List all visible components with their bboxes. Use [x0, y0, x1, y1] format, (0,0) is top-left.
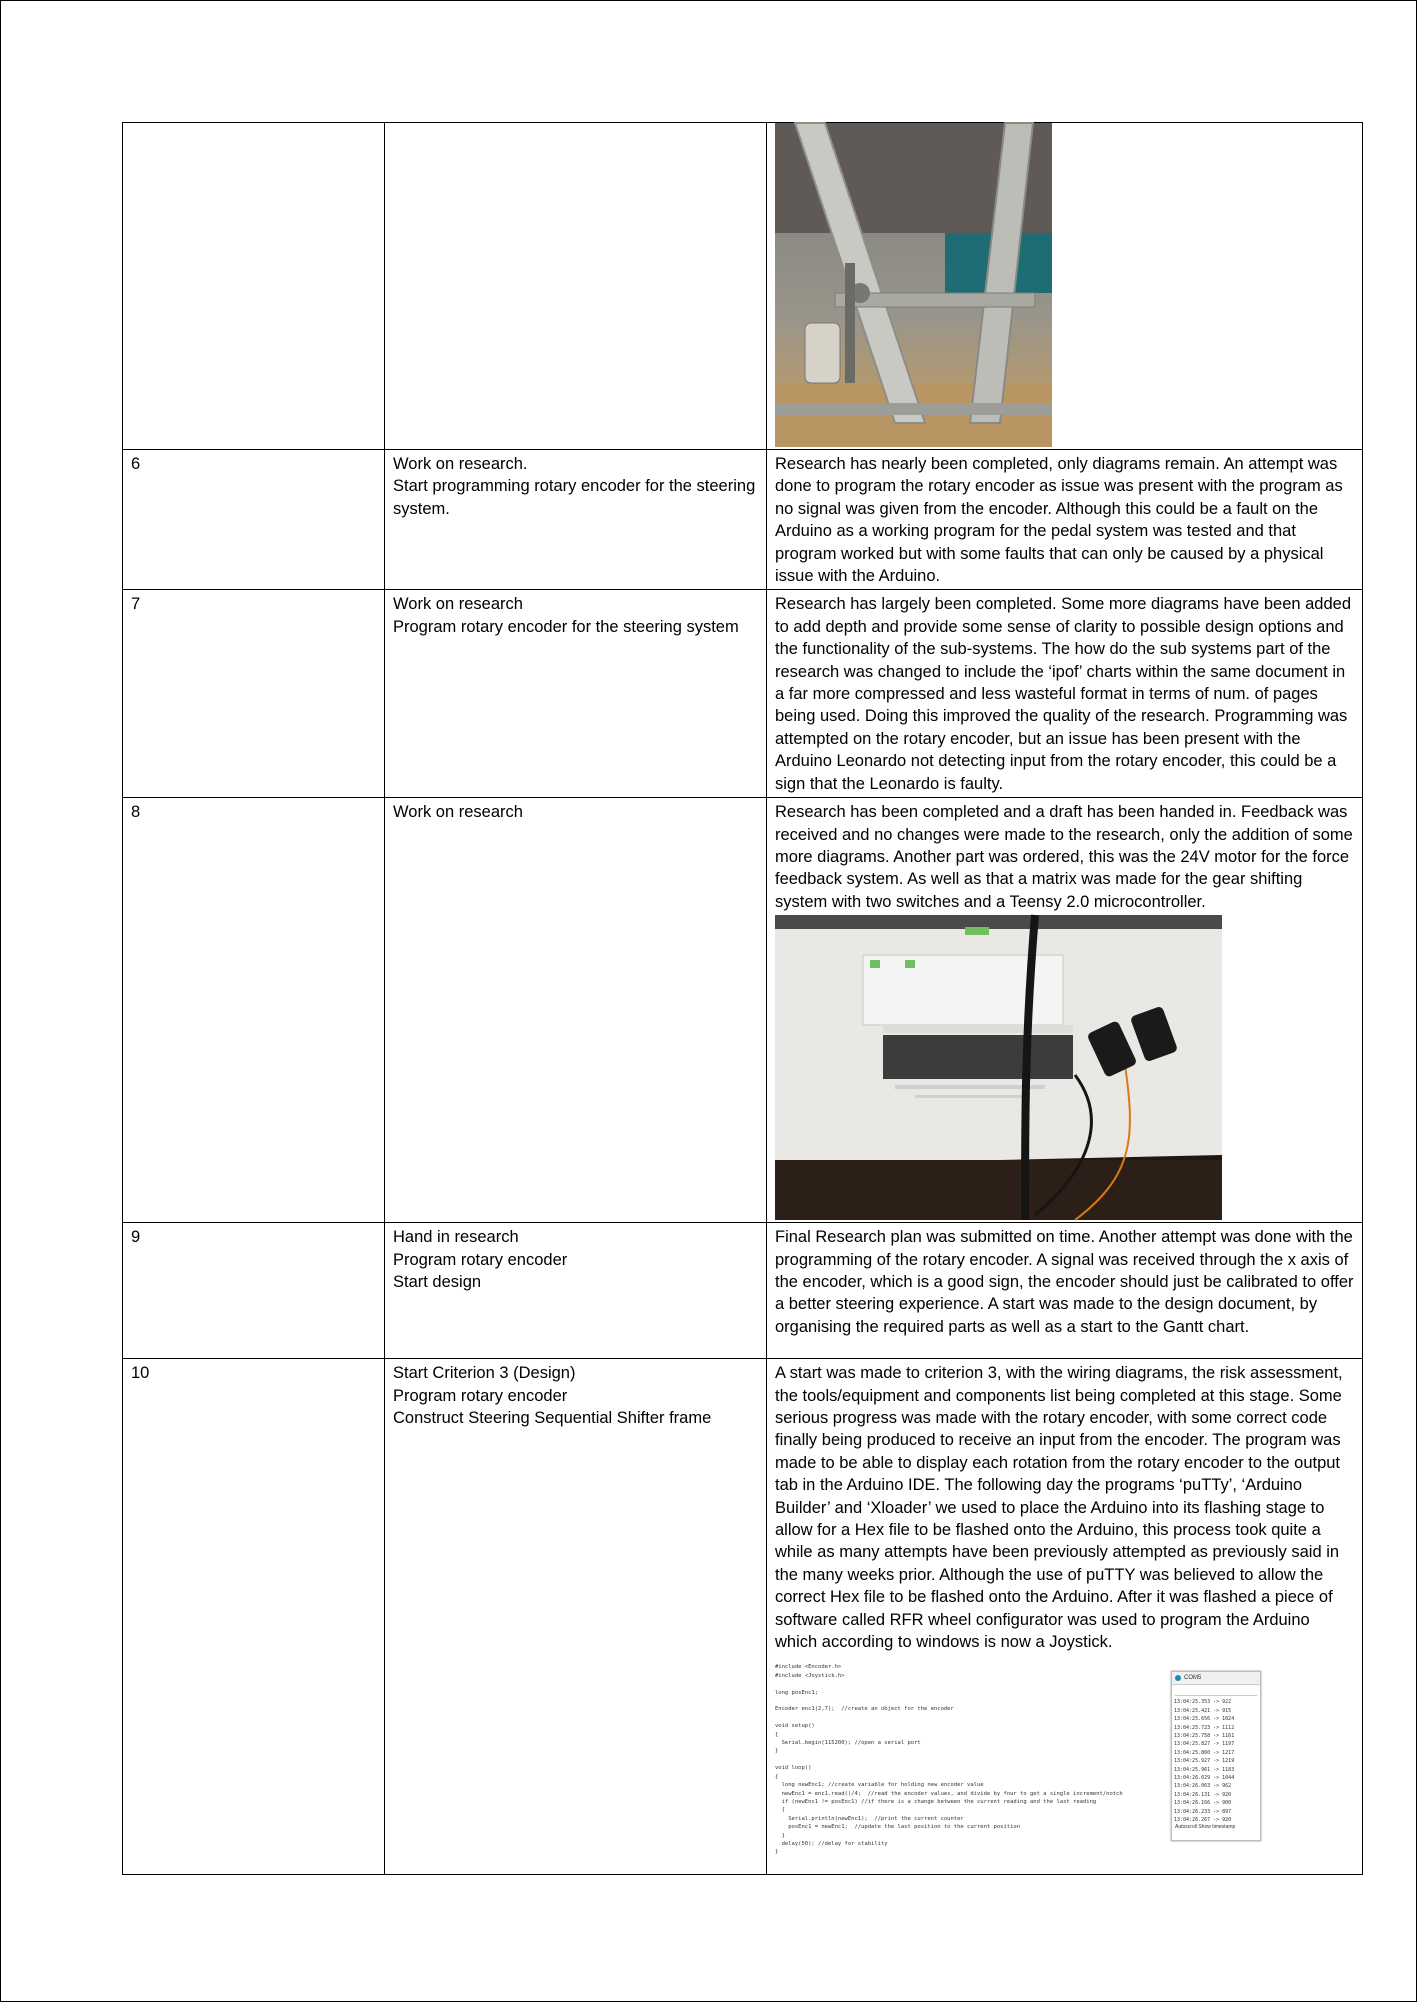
- notes-text: Research has been completed and a draft has been handed in. Feedback was received and no changes were made to the research, only the addition of some more diagrams. Another part was ordered, this was the 24V motor for the force feedback system. As well as that a matrix was made for the gear shifting system with two switches and a Teensy 2.0 microcontroller.: [775, 803, 1353, 911]
- code-line: [775, 1680, 1123, 1688]
- serial-output-line: 13:04:26.233 -> 897: [1174, 1808, 1232, 1815]
- task-item: Start design: [393, 1272, 482, 1291]
- serial-input-field: [1175, 1687, 1257, 1696]
- code-line: Serial.println(newEnc1); //print the current counter: [775, 1815, 964, 1822]
- tasks-cell: [385, 590, 767, 798]
- notes-text: Research has nearly been completed, only diagrams remain. An attempt was done to program the rotary encoder as issue was present with the program as no signal was given from the encoder. Although this could be a fault on the Arduino as a working program for the pedal system was tested and that program worked but with some faults that can only be caused by a physical issue with the Arduino.: [775, 455, 1343, 586]
- weekly-log-table: [122, 122, 1363, 1875]
- arduino-code-screenshot: [775, 1659, 1251, 1856]
- week-cell: 7: [123, 590, 385, 798]
- task-item: Start Criterion 3 (Design): [393, 1364, 576, 1383]
- serial-output-line: 13:04:26.166 -> 900: [1174, 1800, 1232, 1807]
- table-row: [123, 798, 1363, 1223]
- notes-text: Research has largely been completed. Some more diagrams have been added to add depth and provide some sense of clarity to possible design options and the functionality of the sub-systems. The how do the sub systems part of the research was changed to include the ‘ipof’ charts within the same document in a far more compressed and less wasteful format in terms of num. of pages being used. Doing this improved the quality of the research. Programming was attempted on the rotary encoder, but an issue has been present with the Arduino Leonardo not detecting input from the rotary encoder, this could be a sign that the Leonardo is faulty.: [775, 595, 1352, 793]
- week-cell: 9: [123, 1223, 385, 1359]
- task-item: Program rotary encoder: [393, 1386, 568, 1405]
- serial-monitor-title: COM5: [1184, 1675, 1202, 1682]
- task-item: Construct Steering Sequential Shifter frame: [393, 1408, 712, 1427]
- week-cell: [123, 123, 385, 450]
- tasks-cell: [385, 123, 767, 450]
- week-cell: 6: [123, 450, 385, 590]
- notes-cell: [767, 1359, 1363, 1875]
- code-line: }: [775, 1748, 779, 1755]
- serial-output-line: 13:04:25.961 -> 1183: [1174, 1766, 1235, 1773]
- steering-frame-photo: [775, 123, 1052, 447]
- code-line: {: [775, 1773, 779, 1780]
- serial-output-line: 13:04:25.860 -> 1217: [1174, 1749, 1235, 1756]
- notes-cell: [767, 590, 1363, 798]
- serial-output-line: 13:04:26.131 -> 920: [1174, 1791, 1232, 1798]
- tasks-cell: [385, 798, 767, 1223]
- week-cell: 10: [123, 1359, 385, 1875]
- code-listing: [775, 1663, 1123, 1856]
- code-line: [775, 1714, 1123, 1722]
- task-item: Program rotary encoder for the steering system: [393, 617, 739, 636]
- serial-output-line: 13:04:25.827 -> 1197: [1174, 1741, 1235, 1748]
- code-line: if (newEnc1 != posEnc1) //if there is a change between the current reading and the last reading: [775, 1798, 1097, 1805]
- code-line: Serial.begin(115200); //open a serial port: [775, 1740, 921, 1747]
- serial-output-line: 13:04:25.927 -> 1219: [1174, 1758, 1235, 1765]
- serial-output: [1172, 1698, 1260, 1824]
- code-line: void loop(): [775, 1765, 812, 1772]
- notes-cell: [767, 798, 1363, 1223]
- task-item: Work on research: [393, 803, 523, 822]
- task-item: Work on research: [393, 595, 523, 614]
- week-cell: 8: [123, 798, 385, 1223]
- code-line: posEnc1 = newEnc1; //update the last position to the current position: [775, 1824, 1021, 1831]
- serial-output-line: 13:04:25.421 -> 915: [1174, 1707, 1232, 1714]
- code-line: long posEnc1;: [775, 1689, 819, 1696]
- table-row: [123, 450, 1363, 590]
- task-item: Program rotary encoder: [393, 1250, 568, 1269]
- code-line: Encoder enc1(2,7); //create an object for the encoder: [775, 1706, 954, 1713]
- tasks-cell: [385, 450, 767, 590]
- serial-footer: Autoscroll Show timestamp: [1175, 1824, 1236, 1830]
- code-line: newEnc1 = enc1.read()/4; //read the encoder values, and divide by four to get a single increment/notch: [775, 1790, 1123, 1797]
- code-line: {: [775, 1731, 779, 1738]
- code-line: void setup(): [775, 1723, 815, 1730]
- notes-cell: [767, 123, 1363, 450]
- serial-output-line: 13:04:25.758 -> 1161: [1174, 1733, 1235, 1740]
- code-line: [775, 1756, 1123, 1764]
- task-item: Start programming rotary encoder for the steering system.: [393, 477, 756, 518]
- code-line: }: [775, 1832, 785, 1839]
- notes-text: A start was made to criterion 3, with the wiring diagrams, the risk assessment, the tools/equipment and components list being completed at this stage. Some serious progress was made with the rotary encoder, with some correct code finally being produced to receive an input from the encoder. The program was made to be able to display each rotation from the rotary encoder to the output tab in the Arduino IDE. The following day the programs ‘puTTy’, ‘Arduino Builder’ and ‘Xloader’ we used to place the Arduino into its flashing stage to allow for a Hex file to be flashed onto the Arduino, this process took quite a while as many attempts have been previously attempted as previously said in the many weeks prior. Although the use of puTTY was believed to allow the correct Hex file to be flashed onto the Arduino. After it was flashed a piece of software called RFR wheel configurator was used to program the Arduino which according to windows is now a Joystick.: [775, 1364, 1343, 1651]
- serial-output-line: 13:04:26.029 -> 1044: [1174, 1775, 1235, 1782]
- serial-output-line: 13:04:26.267 -> 920: [1174, 1817, 1232, 1824]
- notes-cell: [767, 1223, 1363, 1359]
- task-item: Hand in research: [393, 1228, 519, 1247]
- serial-output-line: 13:04:25.353 -> 922: [1174, 1699, 1232, 1706]
- table-row: [123, 1223, 1363, 1359]
- code-line: }: [775, 1849, 779, 1856]
- code-line: #include <Encoder.h>: [775, 1664, 842, 1671]
- tasks-cell: [385, 1223, 767, 1359]
- table-row: [123, 1359, 1363, 1875]
- serial-output-line: 13:04:25.656 -> 1024: [1174, 1716, 1235, 1723]
- code-line: #include <Joystick.h>: [775, 1672, 845, 1679]
- laptop-teensy-photo: [775, 915, 1222, 1220]
- task-item: Work on research.: [393, 455, 528, 473]
- table-row: [123, 123, 1363, 450]
- table-row: [123, 590, 1363, 798]
- tasks-cell: [385, 1359, 767, 1875]
- serial-output-line: 13:04:26.063 -> 962: [1174, 1783, 1232, 1790]
- code-line: delay(50); //delay for stability: [775, 1840, 888, 1847]
- serial-monitor-titlebar: [1172, 1672, 1260, 1685]
- arduino-icon: [1175, 1675, 1181, 1681]
- code-line: [775, 1697, 1123, 1705]
- code-line: {: [775, 1807, 785, 1814]
- notes-text: Final Research plan was submitted on time. Another attempt was done with the programming of the rotary encoder. A signal was received through the x axis of the encoder, which is a good sign, the encoder should just be calibrated to offer a better steering experience. A start was made to the design document, by organising the required parts as well as a start to the Gantt chart.: [775, 1228, 1354, 1336]
- serial-output-line: 13:04:25.723 -> 1112: [1174, 1724, 1235, 1731]
- notes-cell: [767, 450, 1363, 590]
- code-line: long newEnc1; //create variable for holding new encoder value: [775, 1782, 984, 1789]
- serial-monitor-window: [1171, 1671, 1261, 1841]
